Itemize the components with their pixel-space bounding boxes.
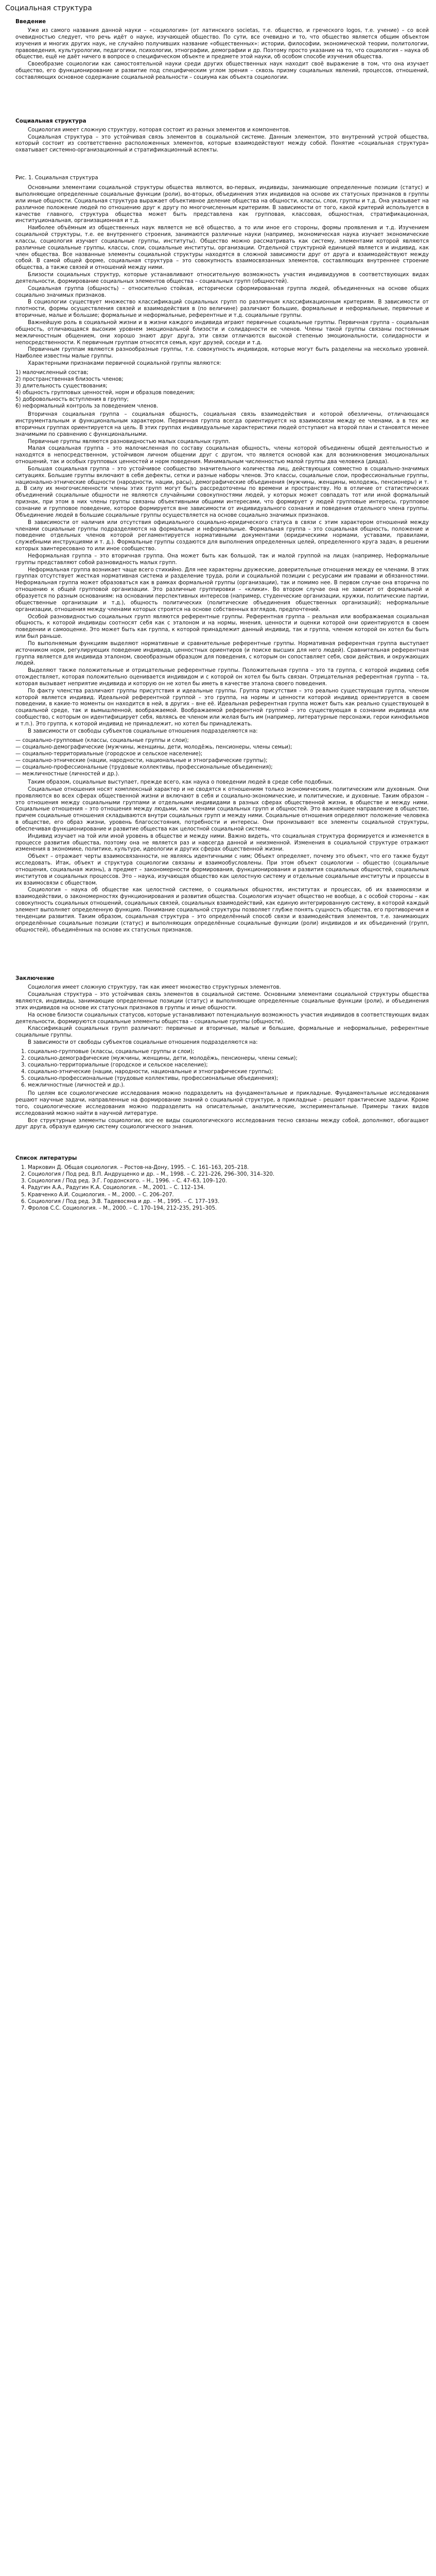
paragraph: Социальная структура – это устойчивая связь элементов в социальной системе. Основными элементами социальной структуры общества являются, индивиды, занимающие определенные позиции (статус) и выполняющие определенные социальные функции (роли), и объединения этих индивидов на основе их статусных признаков в группы и иные общности. (15, 992, 429, 1011)
paragraph: В социологии существует множество классификаций социальных групп по различным классификационным критериям. В зависимости от плотности, формы осуществления связей и взаимодействия в (по величине) различают большие, формальные и неформальные, первичные и вторичные, малые и большие; формальные и неформальные, референтные и т.д. социальные группы. (15, 299, 429, 319)
list-item: — социально-демографические (мужчины, женщины, дети, молодёжь, пенсионеры, члены семьи); (15, 744, 429, 751)
structure-heading: Социальная структура (15, 117, 86, 124)
paragraph: Близости социальных структур, которые устанавливают относительную возможность участия индивидуумов в соответствующих видах деятельности, формирование социальных элементов общества – социальных групп (общностей). (15, 272, 429, 284)
paragraph: В зависимости от свободы субъектов социальные отношения подразделяются на: (28, 1040, 258, 1046)
paragraph: Таким образом, социальные выступает, прежде всего, как наука о поведении людей в среде себе подобных. (28, 779, 334, 785)
list-item: 3. социально-территориальные (городское и сельское население); (28, 1062, 429, 1069)
references-heading: Список литературы (15, 1155, 77, 1162)
list-item: — социально-групповые (классы, социальные группы и слои); (15, 737, 429, 744)
structure-paragraphs-b (4, 185, 429, 285)
intro-heading: Введение (15, 19, 46, 25)
reference-item: 3. Социология / Под ред. Э.Г. Гордонского. – Н., 1996. – С. 47–63, 109–120. (28, 1178, 429, 1184)
paragraph: Первичным группам являются разнообразные группы, т.е. совокупность индивидов, которые могут быть разделены на несколько уровней. Наиболее известны малые группы. (15, 347, 429, 360)
structure-paragraphs-c (4, 299, 429, 367)
list-item: 1) малочисленный состав; (15, 369, 89, 376)
page-title: Социальная структура (5, 4, 92, 12)
reference-item: 6. Социология / Под ред. Э.В. Тадевосяна и др. – М., 1995. – С. 177–193. (28, 1198, 429, 1205)
group-definition: Социальная группа (общность) – относительно стойкая, исторически сформированная группа людей, объединенных на основе общих социально значимых признаков. (15, 285, 429, 298)
list-item: 4. социально-этнические (нации, народности, национальные и этнографические группы); (28, 1069, 429, 1075)
structure-intro-paragraphs (4, 127, 429, 154)
paragraph: Первичные группы являются разновидностью малых социальных групп. (28, 438, 231, 445)
list-item: 5. социально-профессиональные (трудовые коллективы, профессиональные объединения); (28, 1075, 429, 1082)
reference-item: 4. Радугин А.А., Радугин К.А. Социология. – М., 2001. – С. 112–134. (28, 1184, 429, 1191)
conclusion-paragraphs-a (4, 985, 429, 1046)
list-item: 5) добровольность вступления в группу; (15, 397, 129, 403)
document (0, 0, 436, 1212)
relations-types-list (15, 737, 429, 777)
paragraph: Все структурные элементы социологии, все ее виды социологического исследования тесно связаны между собой, дополняют, обогащают друг друга, образуя единую систему социологического знания. (15, 1117, 429, 1130)
structure-paragraphs-f (4, 779, 429, 934)
paragraph: Основными элементами социальной структуры общества являются, во-первых, индивиды, занимающие определенные позиции (статус) и выполняющие определенные социальные функции (роли), во-вторых, объединения этих индивидов на основе их статусных признаков в группы или иные общности. Социальная структура выражает объективное деление общества на общности, классы, слои, группы и т.д. Она указывает на различное положение людей по отношению друг к другу по многочисленным критериям. В зависимости от того, какой критерий используется в качестве главного, структура общества может быть представлена как групповая, классовая, общностная, стратификационная, институциональная, организационная и т.д. (15, 185, 429, 224)
paragraph: Своеобразие социологии как самостоятельной науки среди других общественных наук находит своё выражение в том, что она изучает общество, его функционирование и развитие под специфическим углом зрения – сквозь призму социальных явлений, процессов, отношений, составляющих основное содержание социальной реальности – социума как объекта социологии. (15, 61, 429, 80)
paragraph: По целям все социологические исследования можно подразделить на фундаментальные и прикладные. Фундаментальные исследования решают научные задачи, направленные на формирование знаний о социальной структуре, а прикладные – решают практические задачи. Кроме того, социологические исследования можно подразделить на описательные, аналитические, экспериментальные. Примеры таких видов исследований можно найти в научной литературе. (15, 1091, 429, 1116)
paragraph: Уже из самого названия данной науки – «социология» (от латинского societas, т.е. общество, и греческого logos, т.е. учение) – со всей очевидностью следует, что речь идёт о науке, изучающей общество. По сути, все очевидно и то, что общество является общим объектом изучения и многих других наук, не случайно получивших название «общественных»: истории, философии, экономической теории, политологии, правоведения, культурологии, педагогики, психологии, этнографии, демографии и др. Поэтому просто указание на то, что социология – наука об обществе, ещё не даёт ничего в вопросе о специфическом объекте и предмете этой науки, об особом способе изучения общества. (15, 28, 429, 60)
list-item: 2) пространственная близость членов; (15, 376, 124, 382)
list-item: 6) неформальный контроль за поведением членов. (15, 403, 159, 410)
paragraph: Выделяют также положительные и отрицательные референтные группы. Положительная группа – это та группа, с которой индивид себя отождествляет, которая положительно оценивается индивидом и с которой он хотел бы быть связан. Отрицательная референтная группа – та, которая вызывает неприятие индивида и которую он не хотел бы иметь в качестве эталона своего поведения. (15, 668, 429, 687)
paragraph: Важнейшую роль в социальной жизни и в жизни каждого индивида играют первичные социальные группы. Первичная группа – социальная общность, отличающаяся высоким уровнем эмоциональной близости и солидарности ее членов. Члены такой группы связаны постоянным межличностным общением, они хорошо знают друг друга, эти связи отличаются высокой степенью эмоциональности, солидарности и непосредственности. К первичным группам относятся семья, круг друзей, соседи и т.д. (15, 320, 429, 346)
list-item: — социально-территориальные (городское и сельское население); (15, 751, 429, 757)
list-item: 6. межличностные (личностей и др.). (28, 1082, 429, 1089)
paragraph: Индивид изучает на той или иной уровень в обществе и между ними. Важно видеть, что социальная структура формируется и изменяется в процессе развития общества, поэтому она не является раз и навсегда данной и неизменной. Изменения в социальной структуре отражают изменения в экономике, политике, культуре, идеологии и других сферах общественной жизни. (15, 833, 429, 853)
reference-item: 1. Марковин Д. Общая социология. – Ростов-на-Дону, 1995. – С. 161–163, 205–218. (28, 1164, 429, 1171)
paragraph: В зависимости от наличия или отсутствия официального социально-юридического статуса в связи с этим характером отношений между членами социальные группы подразделяются на формальные и неформальные. Формальная группа – это социальная общность, положение и поведение отдельных членов которой регламентируется нормативными документами (юридическими нормами, уставами, правилами, служебными инструкциями и т. д.). Формальные группы создаются для выполнения определенных целей, определенного круга задач, в решении которых заинтересовано то или иное сообщество. (15, 519, 429, 552)
paragraph: Неформальная группа – это вторичная группа. Она может быть как большой, так и малой группой на лицах (например, Неформальные группы представляют собой разновидность малых групп. (15, 553, 429, 566)
conclusion-list (28, 1048, 429, 1089)
list-item: — социально-профессиональные (трудовые коллективы, профессиональные объединения); (15, 764, 429, 771)
paragraph: Неформальная группа возникает чаще всего стихийно. Для нее характерны дружеские, доверительные отношения между ее членами. В этих группах отсутствует жесткая нормативная система и разделение труда, роли и социальной позиции с ресурсами им правами и обязанностями. Неформальная группа может образоваться как в рамках формальной группы (организации), так и помимо нее. В первом случае она вторична по отношению к общей групповой организации. Это различные группировки – «клики». Во втором случае она не зависит от формальной и образуется по разным основаниям: на основании перспективных интересов (например, студенческие организации, кружки, политические партии, общественные организации и т.д.), общность политических (политические объединения общественных организаций); неформальные организации, отношения между членами которых строятся на основе собственных взглядов, предпочтений. (15, 567, 429, 613)
paragraph: Вторичная социальная группа – социальная общность, социальная связь взаимодействия и которой обезличены, отличающаяся инструментальным и функциональным характером. Первичная группа всегда ориентируется на взаимосвязи между ее членами, а в тех же вторичных группах ориентируется на цель. В этих группах индивидуальные характеристики людей отступают на второй план и становятся менее значимыми по сравнению с функциональными. (15, 412, 429, 437)
paragraph: Характерными признаками первичной социальной группы являются: (28, 361, 221, 367)
intro-section (4, 28, 429, 81)
paragraph: Объект – отражает черты взаимосвязанности, не являясь идентичными с ним; Объект определяет, почему это объект, что его также будут исследовать. Итак, объект и структура социологии связаны и взаимообусловлены. При этом объект социологии – общество (социальные отношения, социальная жизнь), а предмет – закономерности формирования, функционирования и развития социальных общностей, социальных институтов и социальных процессов. Это – наука, изучающая общество как целостную систему и отдельные социальные институты и процессы в их взаимосвязи с обществом. (15, 854, 429, 886)
structure-paragraphs-d (4, 412, 429, 728)
paragraph: Классификаций социальных групп различают: первичные и вторичные, малые и большие, формальные и неформальные, референтные социальные группы. (15, 1026, 429, 1039)
paragraph: Социология имеет сложную структуру, которая состоит из разных элементов и компонентов. (28, 127, 290, 133)
list-item: 1. социально-групповые (классы, социальные группы и слои); (28, 1048, 429, 1055)
reference-item: 7. Фролов С.С. Социология. – М., 2000. – С. 170–194, 212–235, 291–305. (28, 1205, 429, 1212)
references-list (28, 1164, 429, 1211)
paragraph: Малая социальная группа – это малочисленная по составу социальная общность, члены которой объединены общей деятельностью и находятся в непосредственном, устойчивом личном общении друг с другом, что является основой как для возникновения эмоциональных отношений, так и особых групповых ценностей и норм поведения. Минимальным численностью малой группы два человека (диада). (15, 446, 429, 465)
reference-item: 5. Кравченко А.И. Социология. – М., 2000. – С. 206–207. (28, 1192, 429, 1198)
paragraph: Социальная структура – это устойчивая связь элементов в социальной системе. Данным элементом, это внутренний устрой общества, который состоит из соответственно расположенных элементов, которые взаимодействуют между собой. Понятие «социальная структура» охватывает системно-организационный и стратификационный аспекты. (15, 134, 429, 154)
list-item: 2. социально-демографические (мужчины, женщины, дети, молодёжь, пенсионеры, члены семьи); (28, 1055, 429, 1062)
conclusion-heading: Заключение (15, 975, 55, 982)
paragraph: Социальные отношения носят комплексный характер и не сводятся к отношениям только экономическим, политическим или духовным. Они проявляются во всех сферах общественной жизни и включают в себя и социально-экономические, и политические, и духовные. Таким образом – это отношения между социальными группами и отдельными индивидами в разных сферах общественной жизни, в обществе и между ними. Социальные отношения – это отношения между людьми, как членами социальных групп и общностей. Это важнейшее направление в обществе, причем социальные отношения складываются внутри социальных групп и между ними. Социальные отношения определяют положение человека в обществе, его образ жизни, уровень благосостояния, потребности и интересы. Они пронизывают все элементы социальной структуры, обеспечивая функционирование и развитие общества как целостной социальной системы. (15, 786, 429, 832)
list-item: 4) общность групповых ценностей, норм и образцов поведения; (15, 390, 195, 396)
paragraph: Социология имеет сложную структуру, так как имеет множество структурных элементов. (28, 985, 281, 991)
paragraph: Большая социальная группа – это устойчивое сообщество значительного количества лиц, действующих совместно в социально-значимых ситуациях. Большие группы включают в себя дефекты, сетки и разные наборы членов. Это классы, социальные слои, профессиональные группы, национально-этнические общности (народности, нации, расы), демографические объединения (мужчины, женщины, молодежь, пенсионеры) и т. д. В силу их многочисленности члены этих групп могут быть рассредоточены по времени и пространству. Но в отличие от статистических объединений социальные общности не являются случайными совокупностями людей, у которых может совпадать тот или иной формальный признак, при этом в них члены группы связаны объективными общими интересами, что формирует у людей групповые интересы, групповое сознание и групповое поведение, которое формируется вне зависимости от индивидуального сознания и поведения отдельного члена группы. Объединение людей в большие социальные группы осуществляется на основе социально значимых признаков. (15, 466, 429, 518)
figure-caption: Рис. 1. Социальная структура (15, 175, 98, 181)
paragraph: В зависимости от свободы субъектов социальные отношения подразделяются на: (28, 728, 258, 734)
primary-group-features-list (15, 369, 429, 410)
paragraph: На основе близости социальных статусов, которые устанавливают потенциальную возможность участия индивидов в соответствующих видах деятельности, формируются социальные элементы общества – социальные группы (общности). (15, 1012, 429, 1025)
paragraph: Социология – наука об обществе как целостной системе, о социальных общностях, институтах и процессах, об их взаимосвязи и взаимодействии, о закономерностях функционирования и развития общества. Социология изучает общество не вообще, а с особой стороны – как совокупность социальных отношений, социальных связей, социальных взаимодействий, как единую интегрированную систему, в которой каждый элемент выполняет определенную функцию. Понимание социальной структуры позволяет глубже понять сущность общества, его противоречия и тенденции развития. Таким образом, социальная структура – это определённый способ связи и взаимодействия элементов, т.е. занимающих определённые социальные позиции (статус) и выполняющих определённые социальные функции (роли) индивидов и их объединений (групп, общностей), объединённых на основе их статусных признаков. (15, 887, 429, 933)
structure-paragraphs-e (4, 728, 429, 735)
list-item: — межличностные (личностей и др.). (15, 771, 429, 777)
paragraph: Наиболее объёмным из общественных наук является не всё общество, а то или иное его стороны, формы проявления и т.д. Изучением социальной структуры, т.е. ее внутреннего строения, занимаются различные науки (например, экономическая наука изучает экономические классы, социология изучает социальные группы, институты). Общество можно рассматривать как систему, элементами которой являются различные социальные группы, классы, слои, социальные институты, организации. Отдельной структурной единицей является и индивид, как член общества. Все названные элементы социальной структуры находятся в сложной зависимости друг от друга и взаимодействуют между собой. В самой общей форме, социальная структура – это совокупность взаимосвязанных элементов, составляющих внутреннее строение общества, а также связей и отношений между ними. (15, 225, 429, 271)
reference-item: 2. Социология / Под ред. В.П. Андрущенко и др. – М., 1998. – С. 221–226, 296–300, 314–320. (28, 1171, 429, 1178)
paragraph: По факту членства различают группы присутствия и идеальные группы. Группа присутствия – это реально существующая группа, членом которой является индивид. Идеальной референтной группой – это группа, на нормы и ценности которой индивид ориентируется в своем поведении, в какие-то моменты он находится в ней, в других – вне её. Идеальная референтная группа может быть как реально существующей в социальной среде, так и вымышленной, воображаемой. Воображаемой референтной группой – это существующая в сознании индивида или сообщество, с которым он идентифицирует себя, являясь ее членом или желая быть им (например, литературные персонажи, герои кинофильмов и т.п.). Это группа, к которой индивид не принадлежит, но хотел бы принадлежать. (15, 688, 429, 727)
paragraph: По выполняемым функциям выделяют нормативные и сравнительные референтные группы. Нормативная референтная группа выступает источником норм, регулирующих поведение индивида, ценностных ориентиров (и поиске высших для него людей). Сравнительная референтная группа является для индивида эталоном, своеобразным образцом для поведения, с которым он сопоставляет себя, свои действия, и окружающих людей. (15, 640, 429, 667)
list-item: — социально-этнические (нации, народности, национальные и этнографические группы); (15, 757, 429, 764)
list-item: 3) длительность существования; (15, 383, 108, 389)
paragraph: Особой разновидностью социальных групп являются референтные группы. Референтная группа – реальная или воображаемая социальная общность, к которой индивиды соотносят себя как с эталоном и на нормы, мнения, ценности и оценки которой они ориентируются в своем поведении и самооценке. Это может быть как группа, к которой принадлежит данный индивид, так и группа, членом которой он хотел бы быть или был раньше. (15, 614, 429, 640)
conclusion-paragraphs-b (4, 1091, 429, 1131)
